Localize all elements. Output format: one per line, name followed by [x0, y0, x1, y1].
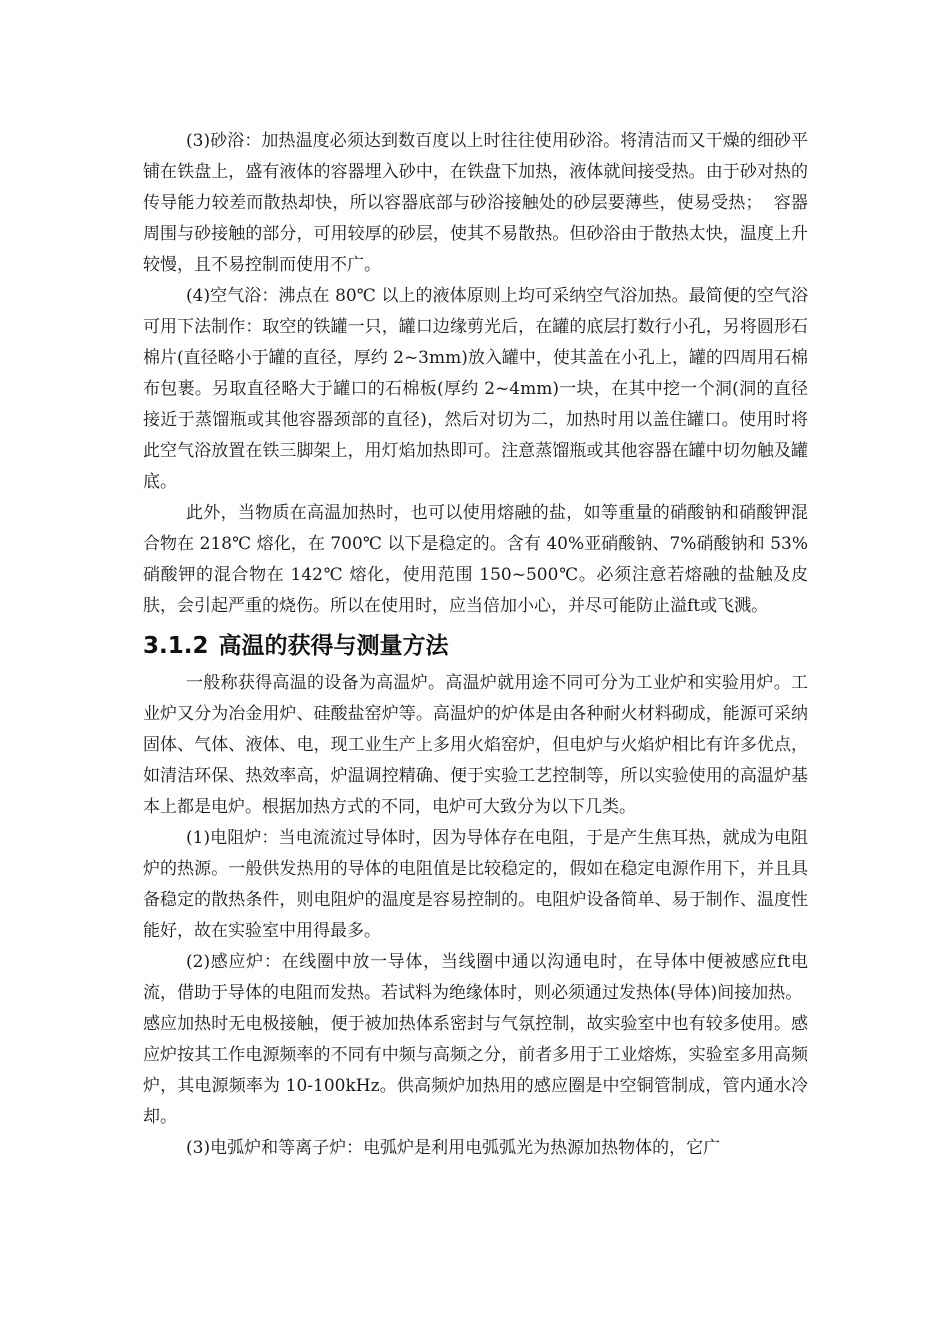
paragraph-high-temp-furnace: 一般称获得高温的设备为高温炉。高温炉就用途不同可分为工业炉和实验用炉。工业炉又分为冶金用炉、硅酸盐窑炉等。高温炉的炉体是由各种耐火材料砌成，能源可采纳固体、气体、液体、电，现工业生产上多用火焰窑炉，但电炉与火焰炉相比有许多优点，如清洁环保、热效率高，炉温调控精确、便于实验工艺控制等，所以实验使用的高温炉基本上都是电炉。根据加热方式的不同，电炉可大致分为以下几类。: [143, 673, 808, 817]
section-number: 3.1.2: [143, 633, 209, 659]
paragraph-molten-salt: 此外，当物质在高温加热时，也可以使用熔融的盐，如等重量的硝酸钠和硝酸钾混合物在 218℃ 熔化，在 700℃ 以下是稳定的。含有 40%亚硝酸钠、7%硝酸钠和 53%硝酸钾的混合物在 142℃ 熔化，使用范围 150~500℃。必须注意若熔融的盐触及皮肤，会引起严重的烧伤。所以在使用时，应当倍加小心，并尽可能防止溢ft或飞溅。: [143, 503, 808, 616]
paragraph-resistance-furnace: (1)电阻炉：当电流流过导体时，因为导体存在电阻，于是产生焦耳热，就成为电阻炉的热源。一般供发热用的导体的电阻值是比较稳定的，假如在稳定电源作用下，并且具备稳定的散热条件，则电阻炉的温度是容易控制的。电阻炉设备简单、易于制作、温度性能好，故在实验室中用得最多。: [143, 828, 808, 941]
section-heading: [143, 628, 808, 664]
paragraph-air-bath: (4)空气浴：沸点在 80℃ 以上的液体原则上均可采纳空气浴加热。最简便的空气浴可用下法制作：取空的铁罐一只，罐口边缘剪光后，在罐的底层打数行小孔，另将圆形石棉片(直径略小于罐的直径，厚约 2~3mm)放入罐中，使其盖在小孔上，罐的四周用石棉布包裹。另取直径略大于罐口的石棉板(厚约 2~4mm)一块，在其中挖一个洞(洞的直径接近于蒸馏瓶或其他容器颈部的直径)，然后对切为二，加热时用以盖住罐口。使用时将此空气浴放置在铁三脚架上，用灯焰加热即可。注意蒸馏瓶或其他容器在罐中切勿触及罐底。: [143, 286, 808, 492]
section-title: 高温的获得与测量方法: [218, 633, 449, 659]
paragraph-induction-furnace: (2)感应炉：在线圈中放一导体，当线圈中通以沟通电时，在导体中便被感应ft电流，借助于导体的电阻而发热。若试料为绝缘体时，则必须通过发热体(导体)间接加热。: [143, 952, 808, 1003]
document-body: [143, 126, 808, 1164]
paragraph-arc-furnace: (3)电弧炉和等离子炉：电弧炉是利用电弧弧光为热源加热物体的，它广: [186, 1138, 721, 1158]
paragraph-induction-heating: 感应加热时无电极接触，便于被加热体系密封与气氛控制，故实验室中也有较多使用。感应炉按其工作电源频率的不同有中频与高频之分，前者多用于工业熔炼，实验室多用高频炉，其电源频率为 10-100kHz。供高频炉加热用的感应圈是中空铜管制成，管内通水冷却。: [143, 1014, 808, 1127]
paragraph-sand-bath: (3)砂浴：加热温度必须达到数百度以上时往往使用砂浴。将清洁而又干燥的细砂平铺在铁盘上，盛有液体的容器埋入砂中，在铁盘下加热，液体就间接受热。由于砂对热的传导能力较差而散热却快，所以容器底部与砂浴接触处的砂层要薄些，使易受热； 容器周围与砂接触的部分，可用较厚的砂层，使其不易散热。但砂浴由于散热太快，温度上升较慢，且不易控制而使用不广。: [143, 131, 808, 275]
